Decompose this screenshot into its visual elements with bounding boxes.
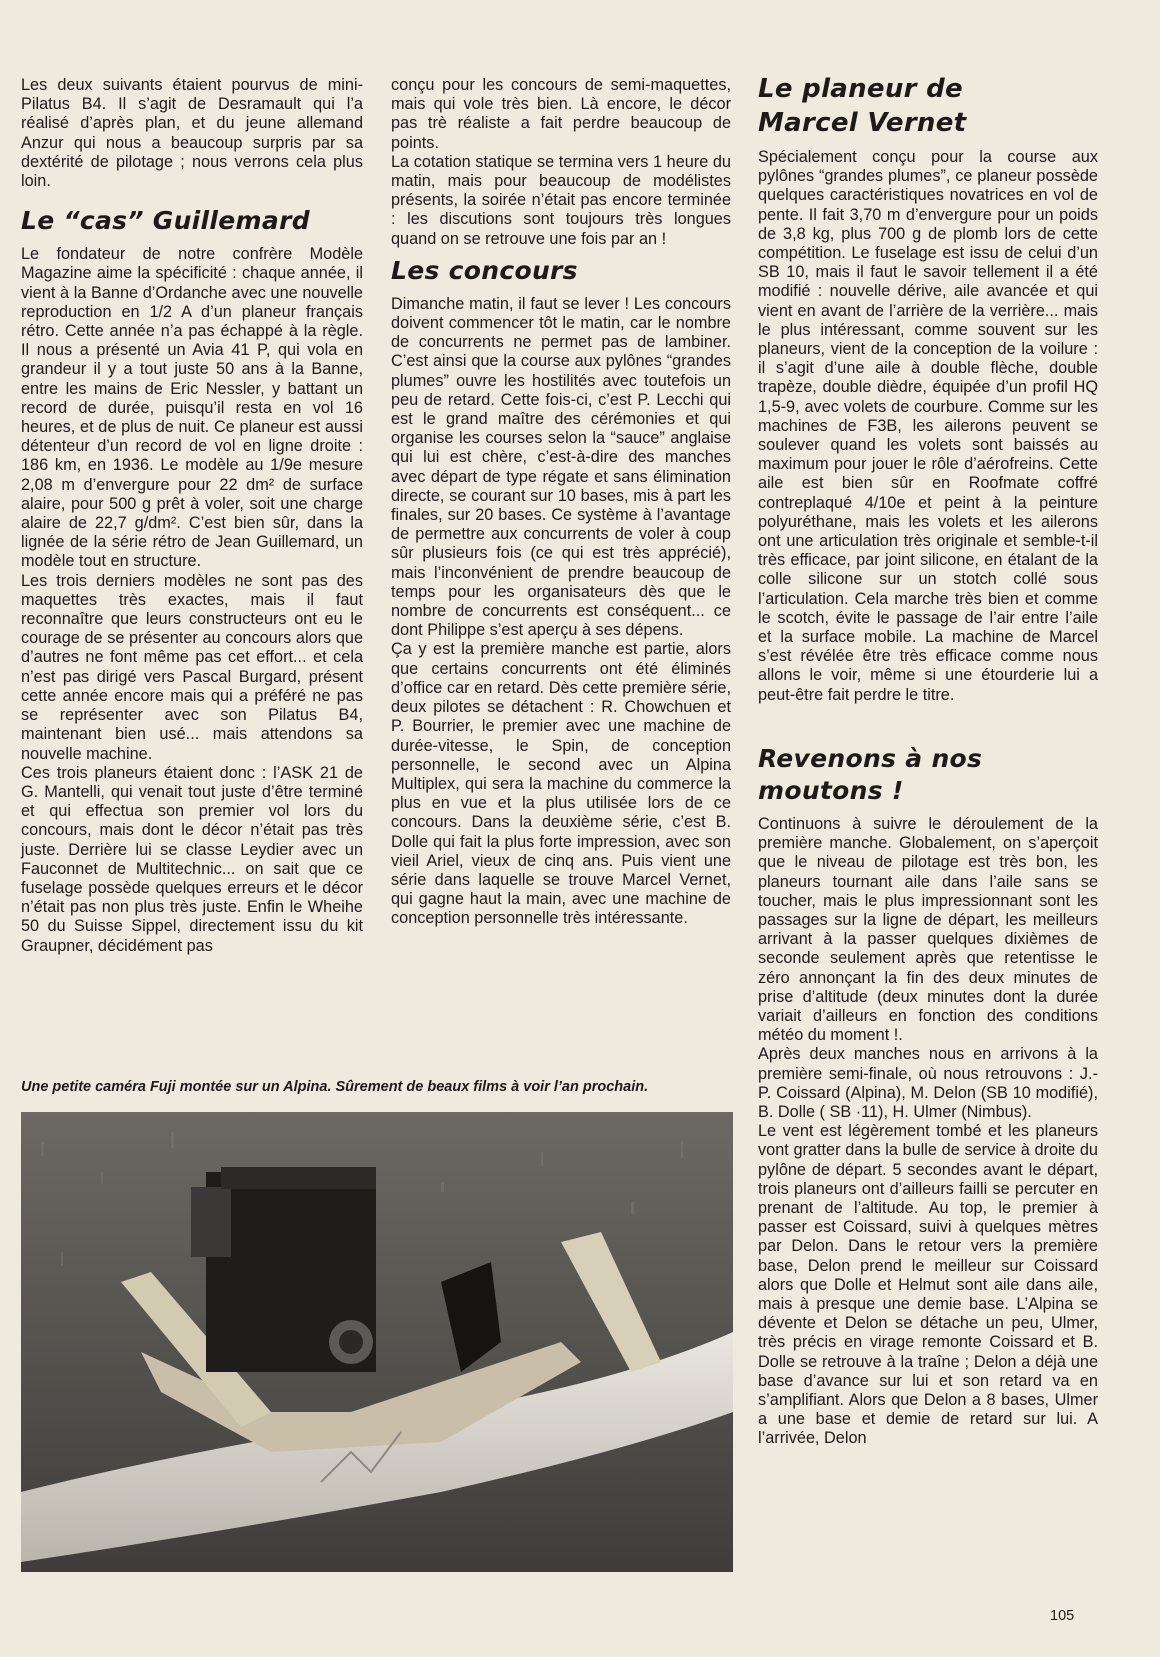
section-heading-moutons: Revenons à nos moutons ! <box>758 743 983 805</box>
heading-line: Le planeur de <box>758 74 963 104</box>
page-number: 105 <box>1050 1608 1075 1624</box>
paragraph: Dimanche matin, il faut se lever ! Les concours doivent commencer tôt le matin, car le nombre de concurrents ne permet pas de lambiner. C’est ainsi que la course aux pylônes “grandes plumes” ouvre les hostilités avec toutefois un peu de retard. Cette fois-ci, c’est P. Lecchi qui est le grand maître des cérémonies et qui organise les courses selon la “sauce” anglaise qui lui est chère, c’est-à-dire des manches avec départ de type régate et sans élimination directe, se courant sur 10 bases, mis à part les finales, sur 20 bases. Ce système à l’avantage de permettre aux concurrents de voler à coup sûr plusieurs fois (ce qui est très apprécié), mais l’inconvénient de prendre beaucoup de temps pour les organisateurs dès que le nombre de concurrents est conséquent... ce dont Philippe s’est aperçu à ses dépens. <box>391 294 731 640</box>
paragraph: Les deux suivants étaient pourvus de mini-Pilatus B4. Il s’agit de Desramault qui l’a réalisé d’après plan, et du jeune allemand Anzur qui nous a beaucoup surpris par sa dextérité de pilotage ; nous verrons cela plus loin. <box>21 76 363 191</box>
paragraph: La cotation statique se termina vers 1 heure du matin, mais pour beaucoup de modélistes présents, la soirée n’était pas encore terminée : les discutions sont toujours très longues quand on se retrouve une fois par an ! <box>391 152 731 248</box>
column-left <box>21 76 363 956</box>
paragraph: Le fondateur de notre confrère Modèle Magazine aime la spécificité : chaque année, il vient à la Banne d’Ordanche avec une nouvelle reproduction en 1/2 A d’un planeur français rétro. Cette année n’a pas échappé à la règle. Il nous a présenté un Avia 41 P, qui vola en grandeur il y a tout juste 50 ans à la Banne, entre les mains de Eric Nessler, y battant un record de durée, puisqu’il resta en vol 16 heures, et de plus de nuit. Ce planeur est aussi détenteur d’un record de vol en ligne droite : 186 km, en 1936. Le modèle au 1/9e mesure 2,08 m d’envergure pour 22 dm² de surface alaire, pour 500 g prêt à voler, soit une charge alaire de 22,7 g/dm². C’est bien sûr, dans la lignée de la série rétro de Jean Guillemard, un modèle tout en structure. <box>21 245 363 571</box>
paragraph: conçu pour les concours de semi-maquettes, mais qui vole très bien. Là encore, le décor pas trè réaliste a fait perdre beaucoup de points. <box>391 76 731 152</box>
column-right <box>758 76 1098 1449</box>
paragraph: Les trois derniers modèles ne sont pas des maquettes très exactes, mais il faut reconnaître que leurs constructeurs ont eu le courage de se présenter au concours alors que d’autres ne font même pas cet effort... et cela n’est pas dirigé vers Pascal Burgard, présent cette année encore mais qui a préféré ne pas se représenter avec son Pilatus B4, maintenant bien usé... mais attendons sa nouvelle machine. <box>21 571 363 763</box>
column-middle <box>391 76 731 929</box>
paragraph: Ces trois planeurs étaient donc : l’ASK 21 de G. Mantelli, qui venait tout juste d’être terminé et qui effectua son premier vol lors du concours, mais dont le décor n’était pas très juste. Derrière lui se classe Leydier avec un Fauconnet de Multitechnic... on sait que ce fuselage possède quelques erreurs et le décor n’était pas non plus très juste. Enfin le Wheihe 50 du Suisse Sippel, directement issu du kit Graupner, décidément pas <box>21 763 363 955</box>
photo-caption: Une petite caméra Fuji montée sur un Alpina. Sûrement de beaux films à voir l’an prochain. <box>21 1079 649 1095</box>
paragraph: Après deux manches nous en arrivons à la première semi-finale, où nous retrouvons : J.-P. Coissard (Alpina), M. Delon (SB 10 modifié), B. Dolle ( SB ·11), H. Ulmer (Nimbus). <box>758 1045 1098 1121</box>
camera-photo-illustration <box>21 1112 733 1572</box>
paragraph: Ça y est la première manche est partie, alors que certains concurrents ont été éliminés d’office car en retard. Dès cette première série, deux pilotes se détachent : R. Chowchuen et P. Bourrier, le premier avec une machine de durée-vitesse, le Spin, de conception personnelle, le second avec un Alpina Multiplex, qui sera la machine du commerce la plus en vue et la plus utilisée lors de ce concours. Dans la deuxième série, c’est B. Dolle qui fait la plus forte impression, avec son vieil Ariel, vieux de cinq ans. Puis vient une série dans laquelle se trouve Marcel Vernet, qui gagne haut la main, avec une machine de conception personnelle très intéressante. <box>391 640 731 928</box>
paragraph: Continuons à suivre le déroulement de la première manche. Globalement, on s’aperçoit que le niveau de pilotage est très bon, les planeurs tournant aile dans l’aile sans se toucher, mais le plus impressionnant sont les passages sur la ligne de départ, les meilleurs arrivant à la passer quelques dixièmes de seconde seulement après que retentisse le zéro annonçant la fin des deux minutes de prise d’altitude (deux minutes dont la durée variait d’ailleurs en fonction des conditions météo du moment !. <box>758 814 1098 1045</box>
section-heading-guillemard: Le “cas” Guillemard <box>21 206 310 236</box>
section-heading-planeur <box>758 72 1098 140</box>
heading-line: Marcel Vernet <box>758 108 967 138</box>
paragraph: Le vent est légèrement tombé et les planeurs vont gratter dans la bulle de service à droite du pylône de départ. 5 secondes avant le départ, trois planeurs ont d’ailleurs failli se percuter en prenant de l’altitude. Au top, le premier à passer est Coissard, suivi à quelques mètres par Delon. Dans le retour vers la première base, Delon prend le meilleur sur Coissard alors que Dolle et Helmut sont aile dans aile, mais à presque une demie base. L’Alpina se dévente et Delon se détache un peu, Ulmer, très précis en virage remonte Coissard et B. Dolle se retrouve à la traîne ; Delon a déjà une base d’avance sur lui et son retard va en s’amplifiant. Alors que Delon a 8 bases, Ulmer a une base et demie de retard sur lui. A l’arrivée, Delon <box>758 1122 1098 1448</box>
camera-photo <box>21 1112 733 1572</box>
paragraph: Spécialement conçu pour la course aux pylônes “grandes plumes”, ce planeur possède quelques caractéristiques novatrices en vol de pente. Il fait 3,70 m d’envergure pour un poids de 3,8 kg, plus 700 g de plomb lors de cette compétition. Le fuselage est issu de celui d’un SB 10, mais il faut le savoir tellement il a été modifié : nouvelle dérive, aile avancée et qui vient en avant de l’arrière de la verrière... mais le plus intéressant, comme souvent sur les planeurs, vient de la conception de la voilure : il s’agit d’une aile à double flèche, double trapèze, double dièdre, équipée d’un profil HQ 1,5-9, avec volets de courbure. Comme sur les machines de F3B, les ailerons peuvent se soulever quand les volets sont baissés au maximum pour jouer le rôle d’aérofreins. Cette aile est bien sûr en Roofmate coffré contreplaqué 4/10e et peint à la peinture polyuréthane, mais les volets et les ailerons ont une articulation très originale et semble-t-il très efficace, par joint silicone, en étalant de la colle silicone sur un stotch collé sous l’articulation. Cela marche très bien et comme le scotch, évite le passage de l’air entre l’aile et la surface mobile. La machine de Marcel s’est révélée être très efficace comme nous allons le voir, même si une étourderie lui a peut-être fait perdre le titre. <box>758 148 1098 704</box>
section-heading-concours: Les concours <box>391 255 578 285</box>
